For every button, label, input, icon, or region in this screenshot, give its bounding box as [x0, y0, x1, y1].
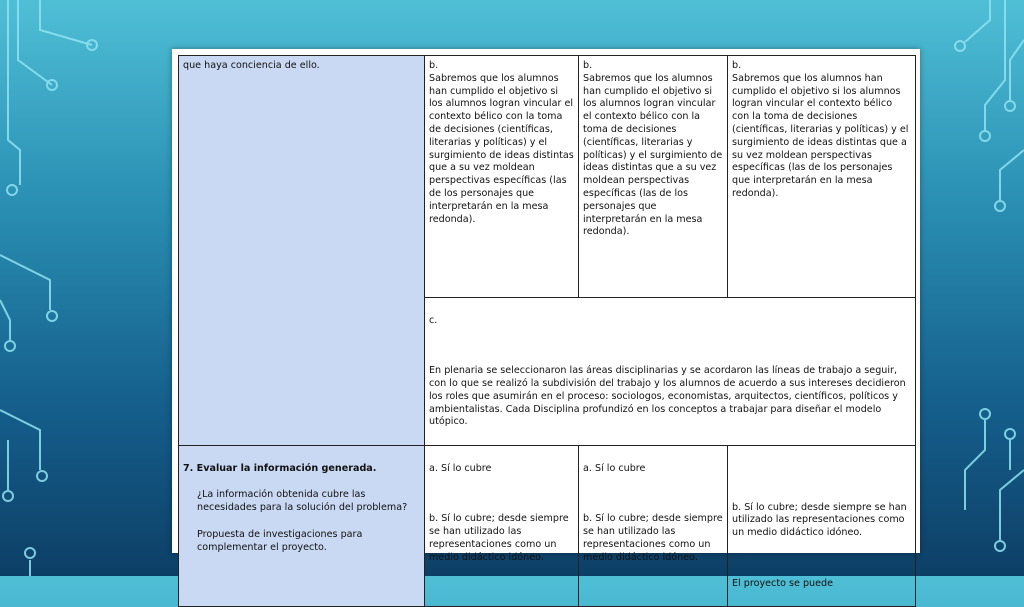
- step-question: ¿La información obtenida cubre las necesidades para la solución del problema?: [197, 489, 408, 514]
- eval-a-1: a. Sí lo cubre: [429, 462, 492, 474]
- eval-b-1: b. Sí lo cubre; desde siempre se han utilizado las representaciones como un medio didáctico idóneo.: [429, 513, 569, 563]
- eval-cell-column-3: [728, 445, 916, 606]
- eval-cell-column-2: [579, 445, 728, 606]
- eval-b-2: b. Sí lo cubre; desde siempre se han utilizado las representaciones como un medio didáctico idóneo.: [583, 513, 723, 563]
- cell-b-column-1: b. Sabremos que los alumnos han cumplido el objetivo si los alumnos logran vincular el contexto bélico con la toma de decisiones (científicas, literarias y políticas) y el surgimiento de ideas distintas que a su vez moldean perspectivas específicas (las de los personajes que interpretarán en la mesa redonda).: [425, 56, 579, 298]
- step-title: 7. Evaluar la información generada.: [183, 462, 377, 474]
- step-7-cell: [179, 445, 425, 606]
- evaluation-table: [178, 55, 916, 607]
- step-proposal: Propuesta de investigaciones para complementar el proyecto.: [197, 528, 363, 553]
- c-label: c.: [429, 314, 438, 326]
- cell-b-column-3: b. Sabremos que los alumnos han cumplido el objetivo si los alumnos logran vincular el contexto bélico con la toma de decisiones (científicas, literarias y políticas) y el surgimiento de ideas distintas que a su vez moldean perspectivas específicas (las de los personajes que interpretarán en la mesa redonda).: [728, 56, 916, 298]
- eval-a-2: a. Sí lo cubre: [583, 462, 646, 474]
- c-text: En plenaria se seleccionaron las áreas disciplinarias y se acordaron las líneas de trabajo a seguir, con lo que se realizó la subdivisión del trabajo y los alumnos de acuerdo a sus intereses decidieron los roles que asumirán en el proceso: sociologos, economistas, arquitectos, científicos, políticos y ambientalistas. Cada Disciplina profundizó en los conceptos a trabajar para diseñar el modelo utópico.: [429, 365, 906, 428]
- eval-c-3: El proyecto se puede: [732, 577, 834, 589]
- document-table-panel: [172, 49, 920, 589]
- cell-c-plenary: [425, 298, 916, 446]
- left-text: que haya conciencia de ello.: [183, 60, 320, 71]
- eval-cell-column-1: [425, 445, 579, 606]
- eval-b-3: b. Sí lo cubre; desde siempre se han utilizado las representaciones como un medio didáctico idóneo.: [732, 501, 907, 539]
- cell-b-column-2: b. Sabremos que los alumnos han cumplido el objetivo si los alumnos logran vincular el contexto bélico con la toma de decisiones (científicas, literarias y políticas) y el surgimiento de ideas distintas que a su vez moldean perspectivas específicas (las de los personajes que interpretarán en la mesa redonda).: [579, 56, 728, 298]
- left-criteria-cell: [179, 56, 425, 446]
